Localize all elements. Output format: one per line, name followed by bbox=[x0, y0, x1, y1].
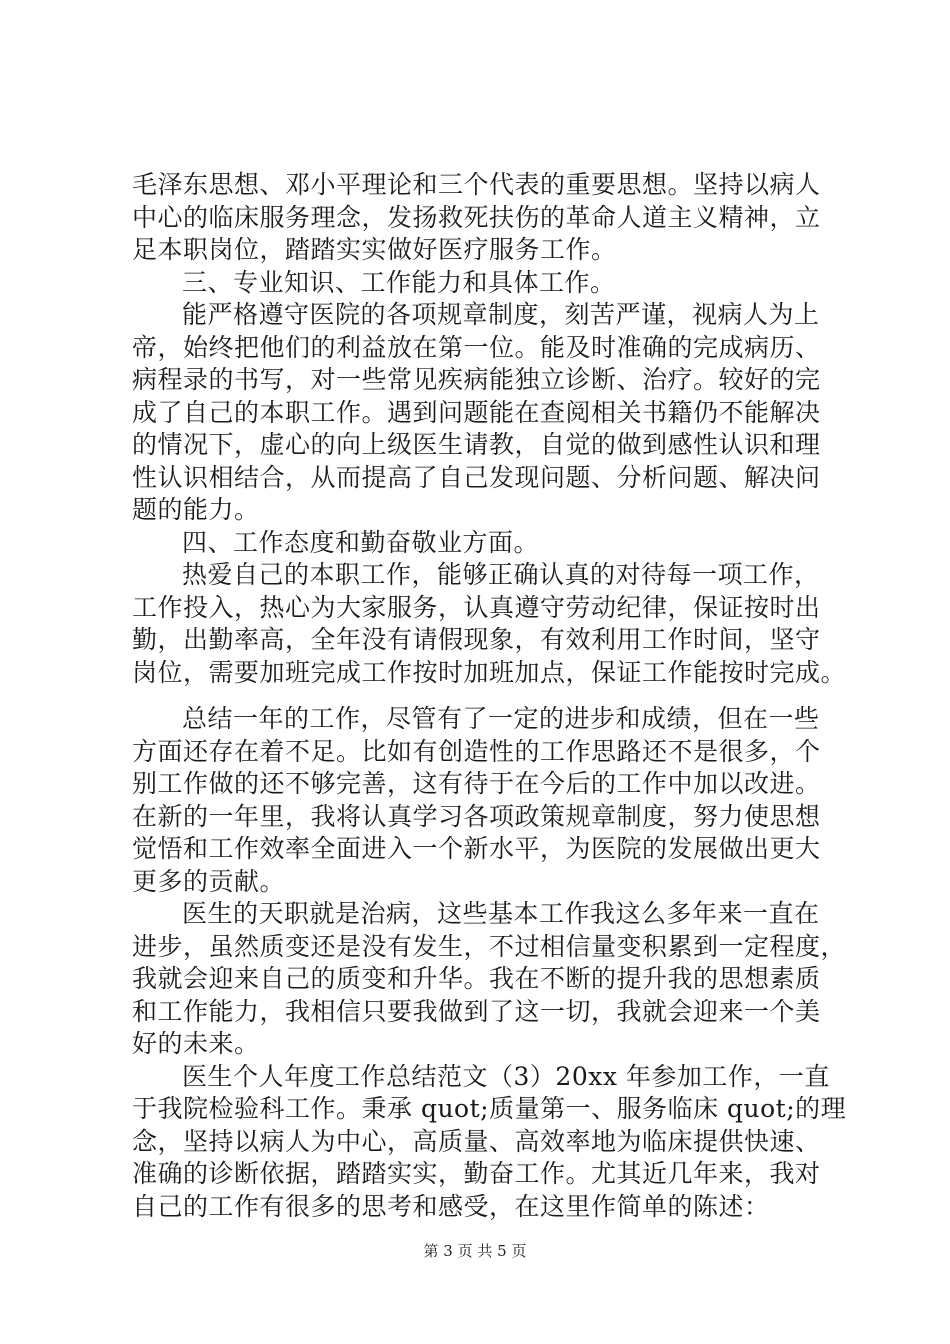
text-line: 好的未来。 bbox=[132, 1029, 260, 1058]
text-line: 热爱自己的本职工作，能够正确认真的对待每一项工作， bbox=[182, 560, 820, 589]
section-heading: 三、专业知识、工作能力和具体工作。 bbox=[182, 267, 616, 297]
text-line: 总结一年的工作，尽管有了一定的进步和成绩，但在一些 bbox=[182, 704, 820, 733]
text-line: 工作投入，热心为大家服务，认真遵守劳动纪律，保证按时出 bbox=[132, 592, 821, 622]
text-line: 帝，始终把他们的利益放在第一位。能及时准确的完成病历、 bbox=[132, 332, 821, 362]
text-line: 和工作能力，我相信只要我做到了这一切，我就会迎来一个美 bbox=[132, 996, 821, 1026]
text-line: 方面还存在着不足。比如有创造性的工作思路还不是很多，个 bbox=[132, 736, 821, 766]
text-line: 毛泽东思想、邓小平理论和三个代表的重要思想。坚持以病人 bbox=[132, 170, 821, 199]
text-line: 我就会迎来自己的质变和升华。我在不断的提升我的思想素质 bbox=[132, 964, 821, 993]
text-line: 于我院检验科工作。秉承 quot;质量第一、服务临床 quot;的理 bbox=[132, 1094, 847, 1123]
text-line: 的情况下，虚心的向上级医生请教，自觉的做到感性认识和理 bbox=[132, 430, 821, 459]
text-line: 进步，虽然质变还是没有发生，不过相信量变积累到一定程度， bbox=[132, 931, 847, 961]
text-line: 成了自己的本职工作。遇到问题能在查阅相关书籍仍不能解决 bbox=[132, 397, 821, 427]
text-line: 在新的一年里，我将认真学习各项政策规章制度，努力使思想 bbox=[132, 801, 821, 831]
text-line: 题的能力。 bbox=[132, 495, 260, 524]
text-line: 勤，出勤率高，全年没有请假现象，有效利用工作时间，坚守 bbox=[132, 625, 821, 654]
text-line: 中心的临床服务理念，发扬救死扶伤的革命人道主义精神，立 bbox=[132, 202, 821, 232]
text-line: 医生个人年度工作总结范文（3）20xx 年参加工作，一直 bbox=[182, 1061, 830, 1091]
text-line: 足本职岗位，踏踏实实做好医疗服务工作。 bbox=[132, 235, 617, 264]
text-line: 性认识相结合，从而提高了自己发现问题、分析问题、解决问 bbox=[132, 462, 821, 492]
text-line: 医生的天职就是治病，这些基本工作我这么多年来一直在 bbox=[182, 899, 820, 928]
text-line: 自己的工作有很多的思考和感受，在这里作简单的陈述： bbox=[132, 1191, 770, 1221]
text-line: 念，坚持以病人为中心，高质量、高效率地为临床提供快速、 bbox=[132, 1126, 821, 1156]
text-line: 更多的贡献。 bbox=[132, 866, 286, 896]
text-line: 能严格遵守医院的各项规章制度，刻苦严谨，视病人为上 bbox=[182, 300, 820, 329]
text-line: 病程录的书写，对一些常见疾病能独立诊断、治疗。较好的完 bbox=[132, 365, 821, 394]
text-line: 岗位，需要加班完成工作按时加班加点，保证工作能按时完成。 bbox=[132, 657, 847, 687]
text-line: 别工作做的还不够完善，这有待于在今后的工作中加以改进。 bbox=[132, 769, 821, 798]
text-line: 准确的诊断依据，踏踏实实，勤奋工作。尤其近几年来，我对 bbox=[132, 1159, 821, 1188]
page-number-footer: 第 3 页 共 5 页 bbox=[423, 1241, 527, 1260]
text-line: 觉悟和工作效率全面进入一个新水平，为医院的发展做出更大 bbox=[132, 834, 821, 863]
section-heading: 四、工作态度和勤奋敬业方面。 bbox=[182, 527, 540, 557]
